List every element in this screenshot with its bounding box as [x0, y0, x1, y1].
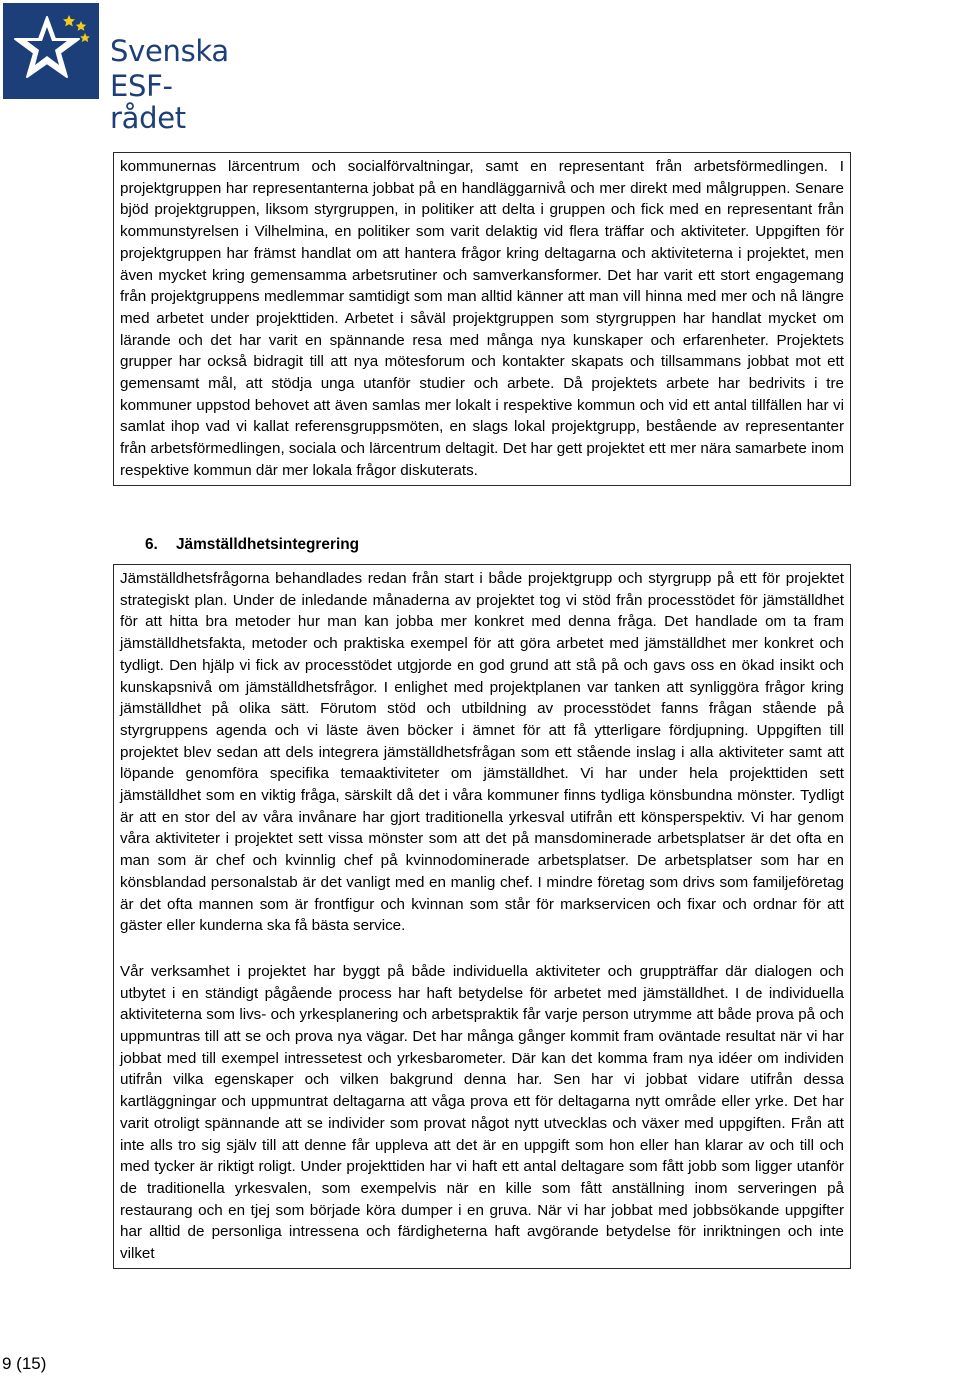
section6-paragraph-1: Jämställdhetsfrågorna behandlades redan från start i både projektgrupp och styrgrupp på ett för projektet strategiskt plan. Under de inledande månaderna av projektet tog vi stöd från processtödet för jämställdhet för att hitta bra metoder hur man kan jobba mer konkret med denna fråga. Det handlade om ta fram jämställdhetsfakta, metoder och praktiska exempel för att göra arbetet med jämställdhet mer konkret och tydligt. Den hjälp vi fick av processtödet utgjorde en god grund att stå på och gavs oss en ökad insikt och kunskapsnivå om jämställdhetsfrågor. I enlighet med projektplanen var tanken att synliggöra frågor kring jämställdhet på olika sätt. Förutom stöd och utbildning av processtödet fanns frågan stående på styrgruppens agenda och vi läste även böcker i ämnet för att få ytterligare fördjupning. Uppgiften till projektet blev sedan att dels integrera jämställdhetsfrågan som ett stående inslag i alla aktiviteter samt att löpande genomföra specifika temaaktiviteter om jämställdhet. Vi har under hela projekttiden sett jämställdhet som en viktig fråga, särskilt då det i våra kommuner finns tydliga könsbundna mönster. Tydligt är att en stor del av våra invånare har gjort traditionella yrkesval utifrån ett könsperspektiv. Vi har genom våra aktiviteter i projektet sett vissa mönster som att det på mansdominerade arbetsplatser är det ofta en man som är chef och kvinnlig chef på kvinnodominerade arbetsplatser. De arbetsplatser som har en könsblandad personalstab är det vanligt med en manlig chef. I mindre företag som drivs som familjeföretag är det ofta mannen som är frontfigur och kvinnan som står för markservicen och fixar och ordnar för att gäster eller kunderna ska få bästa service. [120, 570, 844, 935]
paragraph-spacer [120, 937, 844, 961]
logo-text-line2: ESF-rådet [110, 69, 186, 135]
logo-text-line1: Svenska [110, 34, 229, 68]
section-title: Jämställdhetsintegrering [176, 536, 360, 553]
star-icon [3, 3, 99, 99]
section6-textbox [113, 564, 851, 1269]
section6-paragraph-2: Vår verksamhet i projektet har byggt på både individuella aktiviteter och gruppträffar där dialogen och utbytet i en ständigt pågående process har haft betydelse för arbetet med jämställdhet. I de individuella aktiviteterna som livs- och yrkesplanering och arbetspraktik får varje person utrymme att både prova på och uppmuntras till att se och prova nya vägar. Det har många gånger kommit fram oväntade resultat när vi har jobbat med till exempel intressetest och yrkesbarometer. Där kan det komma fram nya idéer om individen utifrån vilka egenskaper och vilken bakgrund denna har. Sen har vi jobbat vidare utifrån dessa kartläggningar och uppmuntrat deltagarna att våga prova ett för deltagarna nytt område eller yrke. Det har varit otroligt spännande att se individer som provat något nytt utvecklas och växer med uppgiften. Från att inte alls tro sig själv till att denne får uppleva att det är en uppgift som hon eller han klarar av och till och med tycker är riktigt roligt. Under projekttiden har vi haft ett antal deltagare som fått jobb som ligger utanför de traditionella yrkesvalen, som exempelvis när en kille som fått anställning inom serveringen på restaurang och en tjej som började köra dumper i en gruva. När vi har jobbat med jobbsökande uppgifter har alltid de personliga intressena och färdigheterna haft avgörande betydelse för inriktningen och inte vilket [120, 962, 844, 1263]
logo-emblem [3, 3, 99, 99]
esf-logo [3, 3, 238, 135]
section-heading [145, 534, 359, 556]
section5-textbox [113, 152, 851, 486]
section5-paragraph: kommunernas lärcentrum och socialförvaltningar, samt en representant från arbetsförmedlingen. I projektgruppen har representanterna jobbat på en handläggarnivå och mer direkt med målgruppen. Senare bjöd projektgruppen, liksom styrgruppen, in politiker att delta i gruppen och fick med en representant från kommunstyrelsen i Vilhelmina, en politiker som varit delaktig vid flera träffar och aktiviteter. Uppgiften för projektgruppen har främst handlat om att hantera frågor kring deltagarna och aktiviteterna i projektet, men även mycket kring gemensamma arbetsrutiner och samverkansformer. Det har varit ett stort engagemang från projektgruppens medlemmar samtidigt som man alltid känner att man vill hinna med mer och nå längre med arbetet under projekttiden. Arbetet i såväl projektgruppen som styrgruppen har handlat mycket om lärande och det har varit en spännande resa med många nya kunskaper och erfarenheter. Projektets grupper har också bidragit till att nya mötesforum och kontakter skapats och tillsammans jobbat mot ett gemensamt mål, att stödja unga utanför studier och arbete. Då projektets arbete har bedrivits i tre kommuner uppstod behovet att även samlas mer lokalt i respektive kommun och vid ett antal tillfällen har vi samlat ihop vad vi kallat referensgruppsmöten, en slags lokal projektgrupp, bestående av representanter från arbetsförmedlingen, sociala och lärcentrum deltagit. Det har gett projektet ett mer nära samarbete inom respektive kommun där mer lokala frågor diskuterats. [120, 158, 844, 479]
section-number: 6. [145, 536, 158, 553]
page-number: 9 (15) [2, 1354, 47, 1373]
